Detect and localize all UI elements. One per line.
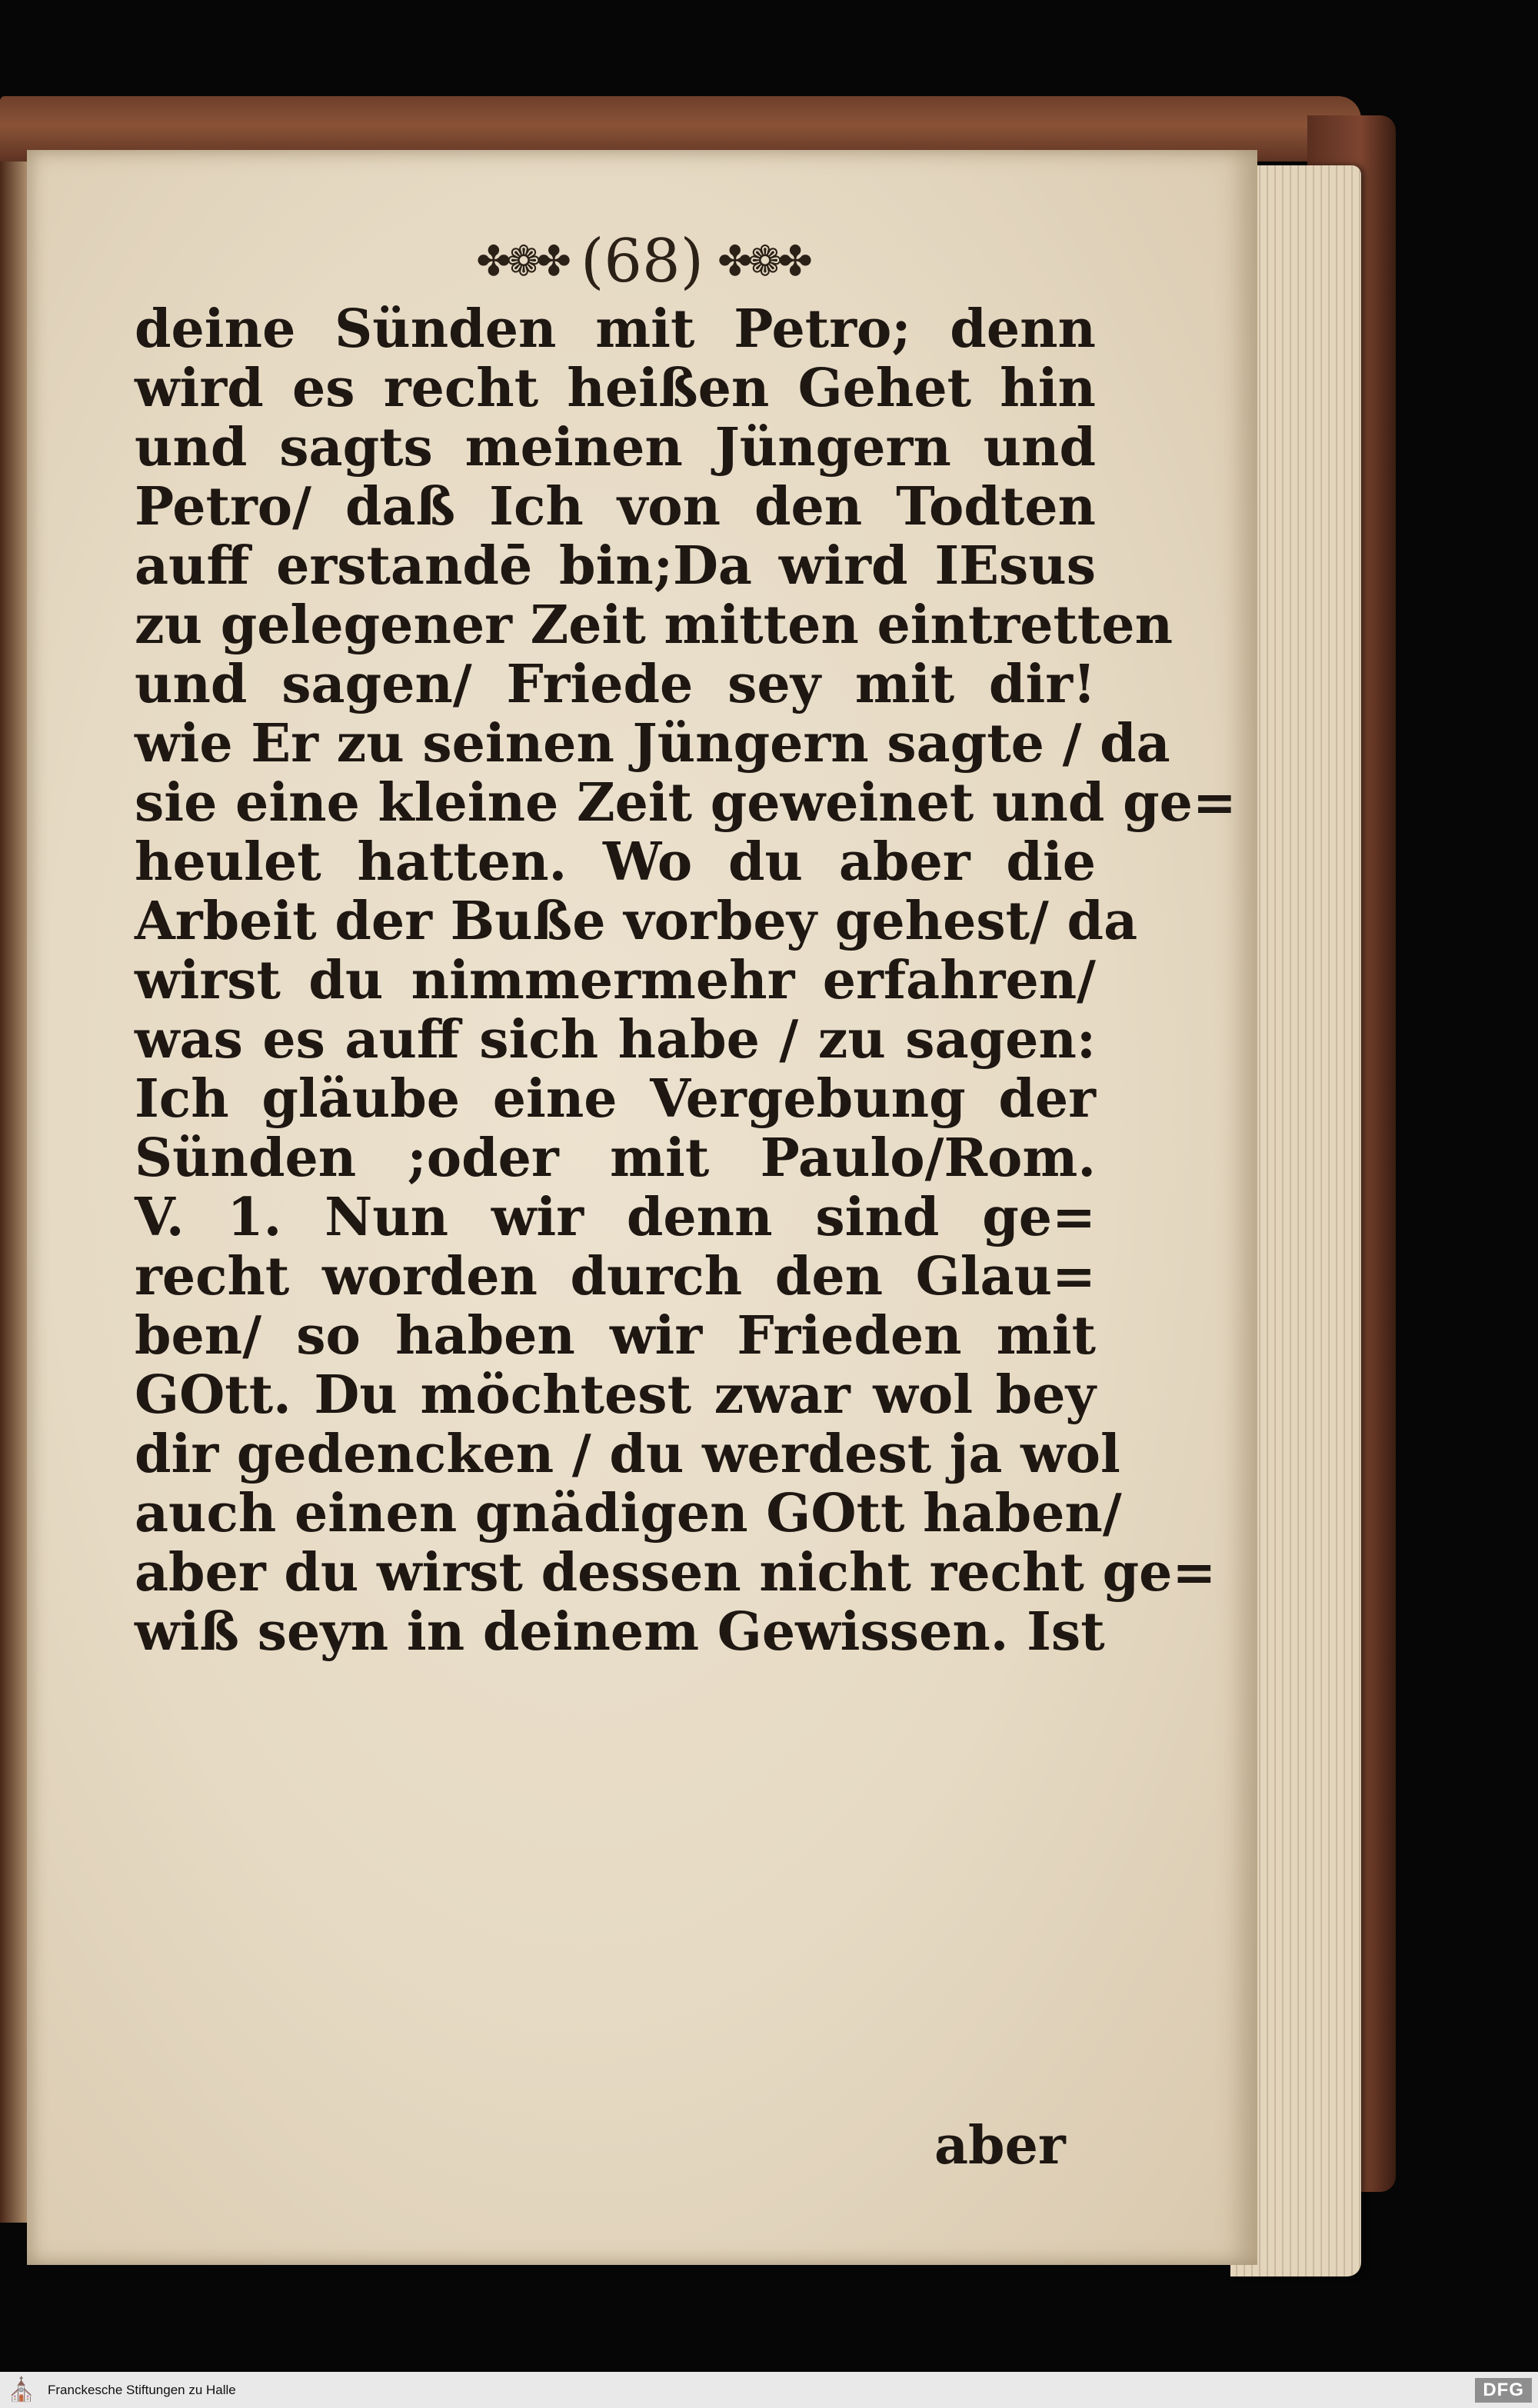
text-line: was es auff sich habe / zu sagen: — [135, 1009, 1096, 1071]
footer-institution: Franckesche Stiftungen zu Halle — [48, 2382, 236, 2397]
book-page — [27, 150, 1257, 2265]
text-line: sie eine kleine Zeit geweinet und ge= — [135, 772, 1237, 834]
text-line: und sagts meinen Jüngern und — [135, 417, 1096, 478]
text-line: dir gedencken / du werdest ja wol — [135, 1424, 1120, 1485]
dfg-badge: DFG — [1475, 2378, 1532, 2403]
text-line: auch einen gnädigen GOtt haben/ — [135, 1483, 1122, 1544]
ornament-left-icon: ✤❁✤ — [476, 237, 567, 285]
text-line: wie Er zu seinen Jüngern sagte / da — [135, 713, 1170, 774]
text-line: Petro/ daß Ich von den Todten — [135, 476, 1096, 538]
text-line: recht worden durch den Glau= — [135, 1246, 1096, 1307]
text-line: auff erstandē bin;Da wird IEsus — [135, 535, 1096, 597]
catchword: aber — [934, 2115, 1066, 2177]
page-header — [458, 219, 827, 304]
text-line: ben/ so haben wir Frieden mit — [135, 1305, 1096, 1367]
footer-bar — [0, 2372, 1538, 2408]
text-line: wird es recht heißen Gehet hin — [135, 358, 1096, 419]
text-line: und sagen/ Friede sey mit dir! — [135, 654, 1096, 715]
text-line: zu gelegener Zeit mitten eintretten — [135, 595, 1173, 656]
text-line: GOtt. Du möchtest zwar wol bey — [135, 1364, 1096, 1426]
text-line: aber du wirst dessen nicht recht ge= — [135, 1542, 1217, 1604]
text-line: Arbeit der Buße vorbey gehest/ da — [135, 891, 1138, 952]
ornament-right-icon: ✤❁✤ — [717, 237, 808, 285]
text-line: V. 1. Nun wir denn sind ge= — [135, 1187, 1096, 1248]
text-line: wiß seyn in deinem Gewissen. Ist — [135, 1601, 1105, 1663]
text-line: Ich gläube eine Vergebung der — [135, 1068, 1096, 1130]
text-line: wirst du nimmermehr erfahren/ — [135, 950, 1096, 1011]
book-cover-left-edge — [0, 146, 31, 2223]
body-text — [135, 298, 1237, 1663]
text-line: Sünden ;oder mit Paulo/Rom. — [135, 1127, 1096, 1189]
foundation-logo-icon: ⛪ — [7, 2377, 36, 2403]
text-line: heulet hatten. Wo du aber die — [135, 831, 1096, 893]
text-line: deine Sünden mit Petro; denn — [135, 298, 1096, 360]
page-number: (68) — [580, 227, 704, 296]
footer-left — [0, 2375, 236, 2406]
